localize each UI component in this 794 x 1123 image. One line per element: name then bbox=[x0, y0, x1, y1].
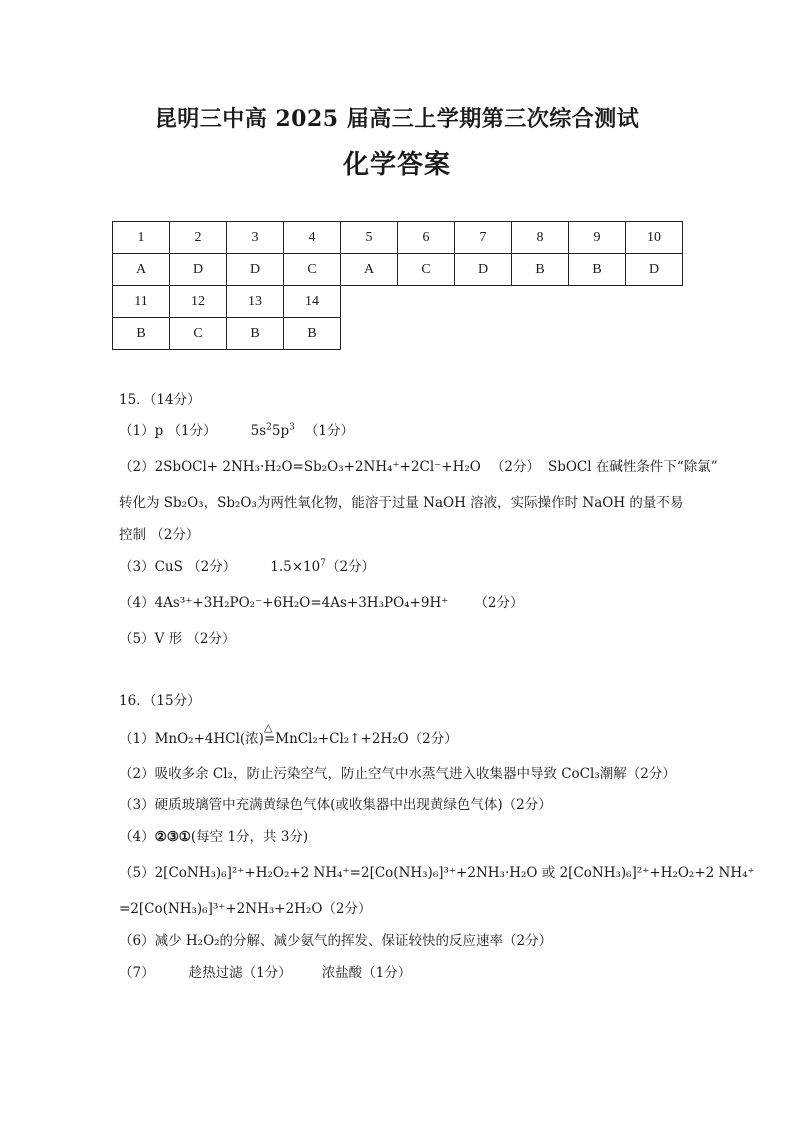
question-number: 12 bbox=[170, 286, 227, 318]
question-number: 3 bbox=[227, 222, 284, 254]
page-subtitle: 化学答案 bbox=[342, 150, 451, 180]
answer-cell: B bbox=[512, 254, 569, 286]
answer-cell: C bbox=[284, 254, 341, 286]
answer-cell: A bbox=[113, 254, 170, 286]
q15-part4: （4）4As³⁺+3H₂PO₂⁻+6H₂O=4As+3H₃PO₄+9H⁺ （2分） bbox=[119, 595, 524, 611]
question-number: 11 bbox=[113, 286, 170, 318]
question-number: 4 bbox=[284, 222, 341, 254]
question-number: 6 bbox=[398, 222, 455, 254]
answer-table-row-answers bbox=[113, 318, 683, 350]
answer-cell: D bbox=[170, 254, 227, 286]
answer-cell: D bbox=[227, 254, 284, 286]
q16-part7: （7） 趁热过滤（1分） 浓盐酸（1分） bbox=[119, 965, 412, 981]
q16-part5-line1: （5）2[CoNH₃)₆]²⁺+H₂O₂+2 NH₄⁺=2[Co(NH₃)₆]³⁺+2NH₃·H₂O 或 2[CoNH₃)₆]²⁺+H₂O₂+2 NH₄⁺ bbox=[119, 865, 755, 881]
question-number: 10 bbox=[626, 222, 683, 254]
question-number: 13 bbox=[227, 286, 284, 318]
answer-cell: D bbox=[626, 254, 683, 286]
q16-part2: （2）吸收多余 Cl₂，防止污染空气，防止空气中水蒸气进入收集器中导致 CoCl₃潮解（2分） bbox=[119, 766, 676, 782]
question-number: 8 bbox=[512, 222, 569, 254]
answer-table-row-numbers bbox=[113, 286, 683, 318]
q16-part4: （4）②③①(每空 1分，共 3分) bbox=[119, 829, 309, 845]
question-number: 1 bbox=[113, 222, 170, 254]
q15-part3-value: $1.5\times 10^7$ bbox=[270, 558, 326, 575]
q15-part5: （5）V 形 （2分） bbox=[119, 631, 236, 647]
question-number: 9 bbox=[569, 222, 626, 254]
q15-part1-config: $5s^25p^3$ bbox=[250, 422, 295, 439]
q16-part6: （6）减少 H₂O₂的分解、减少氨气的挥发、保证较快的反应速率（2分） bbox=[119, 933, 553, 949]
q15-part1-score: （1分） bbox=[304, 423, 354, 439]
page-title: 昆明三中高 2025 届高三上学期第三次综合测试 bbox=[154, 106, 640, 132]
q15-part2-line3: 控制 （2分） bbox=[119, 527, 200, 543]
q16-part1-equation: MnO₂+4HCl(浓) △ =MnCl₂+Cl₂↑+2H₂O（2分） bbox=[154, 721, 458, 747]
answer-table-row-answers bbox=[113, 254, 683, 286]
answer-cell: B bbox=[569, 254, 626, 286]
answer-cell: B bbox=[113, 318, 170, 350]
answer-cell: D bbox=[455, 254, 512, 286]
answer-cell: A bbox=[341, 254, 398, 286]
q15-part1 bbox=[119, 419, 354, 439]
q16-part7-b: 浓盐酸（1分） bbox=[321, 965, 412, 981]
answer-cell: B bbox=[227, 318, 284, 350]
question-number: 2 bbox=[170, 222, 227, 254]
heat-symbol: △ bbox=[263, 721, 273, 734]
answer-table-row-numbers bbox=[113, 222, 683, 254]
question-number: 14 bbox=[284, 286, 341, 318]
q15-heading: 15．（14分） bbox=[119, 392, 201, 408]
q15-part4-equation: 4As³⁺+3H₂PO₂⁻+6H₂O=4As+3H₃PO₄+9H⁺ bbox=[154, 595, 449, 611]
q16-part7-a: 趁热过滤（1分） bbox=[188, 965, 292, 981]
question-number: 5 bbox=[341, 222, 398, 254]
answer-table bbox=[112, 221, 683, 350]
table-blank bbox=[341, 318, 683, 350]
table-blank bbox=[341, 286, 683, 318]
q15-part2-explanation: SbOCl 在碱性条件下“除氯” bbox=[547, 459, 718, 475]
question-number: 7 bbox=[455, 222, 512, 254]
answer-cell: C bbox=[398, 254, 455, 286]
answer-cell: B bbox=[284, 318, 341, 350]
q16-part4-order: ②③① bbox=[154, 829, 191, 845]
q15-part1-a: （1）p （1分） bbox=[119, 423, 217, 439]
q16-heading: 16．（15分） bbox=[119, 693, 201, 709]
q16-part1: （1）MnO₂+4HCl(浓) △ =MnCl₂+Cl₂↑+2H₂O（2分） bbox=[119, 721, 458, 747]
q15-part2-equation: 2SbOCl+ 2NH₃·H₂O=Sb₂O₃+2NH₄⁺+2Cl⁻+H₂O bbox=[154, 459, 481, 475]
q15-part2-line2: 转化为 Sb₂O₃，Sb₂O₃为两性氧化物，能溶于过量 NaOH 溶液，实际操作时 NaOH 的量不易 bbox=[119, 495, 684, 511]
q15-part2: （2）2SbOCl+ 2NH₃·H₂O=Sb₂O₃+2NH₄⁺+2Cl⁻+H₂O （2分） SbOCl 在碱性条件下“除氯” bbox=[119, 459, 718, 475]
q16-part5-line2: =2[Co(NH₃)₆]³⁺+2NH₃+2H₂O（2分） bbox=[119, 901, 372, 917]
q15-part3: （3）CuS （2分） $1.5\times 10^7(2$分） bbox=[119, 558, 376, 575]
q16-part3: （3）硬质玻璃管中充满黄绿色气体(或收集器中出现黄绿色气体)（2分） bbox=[119, 797, 552, 813]
answer-cell: C bbox=[170, 318, 227, 350]
